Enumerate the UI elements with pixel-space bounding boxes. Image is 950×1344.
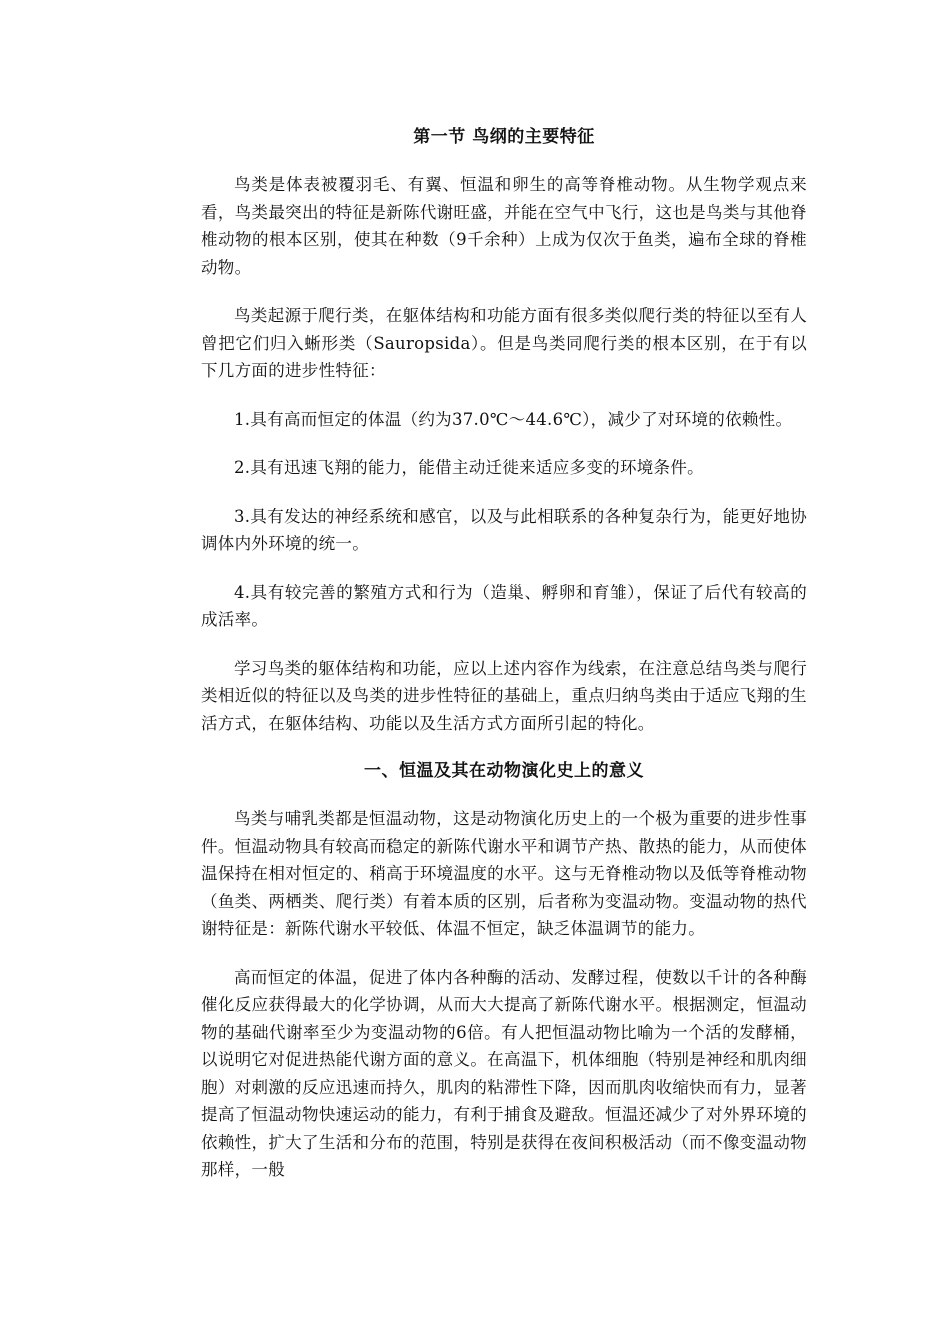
subsection-paragraph-1: 鸟类与哺乳类都是恒温动物，这是动物演化历史上的一个极为重要的进步性事件。恒温动物具有较高而稳定的新陈代谢水平和调节产热、散热的能力，从而使体温保持在相对恒定的、稍高于环境温度的水平。这与无脊椎动物以及低等脊椎动物（鱼类、两栖类、爬行类）有着本质的区别，后者称为变温动物。变温动物的热代谢特征是：新陈代谢水平较低、体温不恒定，缺乏体温调节的能力。 (201, 809, 807, 938)
feature-item-4: 4.具有较完善的繁殖方式和行为（造巢、孵卵和育雏），保证了后代有较高的成活率。 (201, 582, 807, 629)
intro-paragraph-1: 鸟类是体表被覆羽毛、有翼、恒温和卵生的高等脊椎动物。从生物学观点来看，鸟类最突出的特征是新陈代谢旺盛，并能在空气中飞行，这也是鸟类与其他脊椎动物的根本区别，使其在种数（9千余种）上成为仅次于鱼类，遍布全球的脊椎动物。 (201, 175, 807, 277)
feature-item-3: 3.具有发达的神经系统和感官，以及与此相联系的各种复杂行为，能更好地协调体内外环境的统一。 (201, 506, 807, 553)
section-title: 第一节 鸟纲的主要特征 (413, 127, 595, 147)
feature-item-2: 2.具有迅速飞翔的能力，能借主动迁徙来适应多变的环境条件。 (234, 458, 704, 477)
subsection-title: 一、恒温及其在动物演化史上的意义 (364, 761, 644, 781)
study-paragraph: 学习鸟类的躯体结构和功能，应以上述内容作为线索，在注意总结鸟类与爬行类相近似的特征以及鸟类的进步性特征的基础上，重点归纳鸟类由于适应飞翔的生活方式，在躯体结构、功能以及生活方式方面所引起的特化。 (201, 658, 807, 733)
document-body (201, 124, 807, 1205)
feature-item-1: 1.具有高而恒定的体温（约为37.0℃～44.6℃），减少了对环境的依赖性。 (234, 409, 793, 429)
subsection-paragraph-2: 高而恒定的体温，促进了体内各种酶的活动、发酵过程，使数以千计的各种酶催化反应获得最大的化学协调，从而大大提高了新陈代谢水平。根据测定，恒温动物的基础代谢率至少为变温动物的6倍。有人把恒温动物比喻为一个活的发酵桶，以说明它对促进热能代谢方面的意义。在高温下，机体细胞（特别是神经和肌肉细胞）对刺激的反应迅速而持久，肌肉的粘滞性下降，因而肌肉收缩快而有力，显著提高了恒温动物快速运动的能力，有利于捕食及避敌。恒温还减少了对外界环境的依赖性，扩大了生活和分布的范围，特别是获得在夜间积极活动（而不像变温动物那样，一般 (201, 967, 807, 1179)
intro-paragraph-2: 鸟类起源于爬行类，在躯体结构和功能方面有很多类似爬行类的特征以至有人曾把它们归入蜥形类（Sauropsida）。但是鸟类同爬行类的根本区别，在于有以下几方面的进步性特征： (201, 306, 807, 380)
